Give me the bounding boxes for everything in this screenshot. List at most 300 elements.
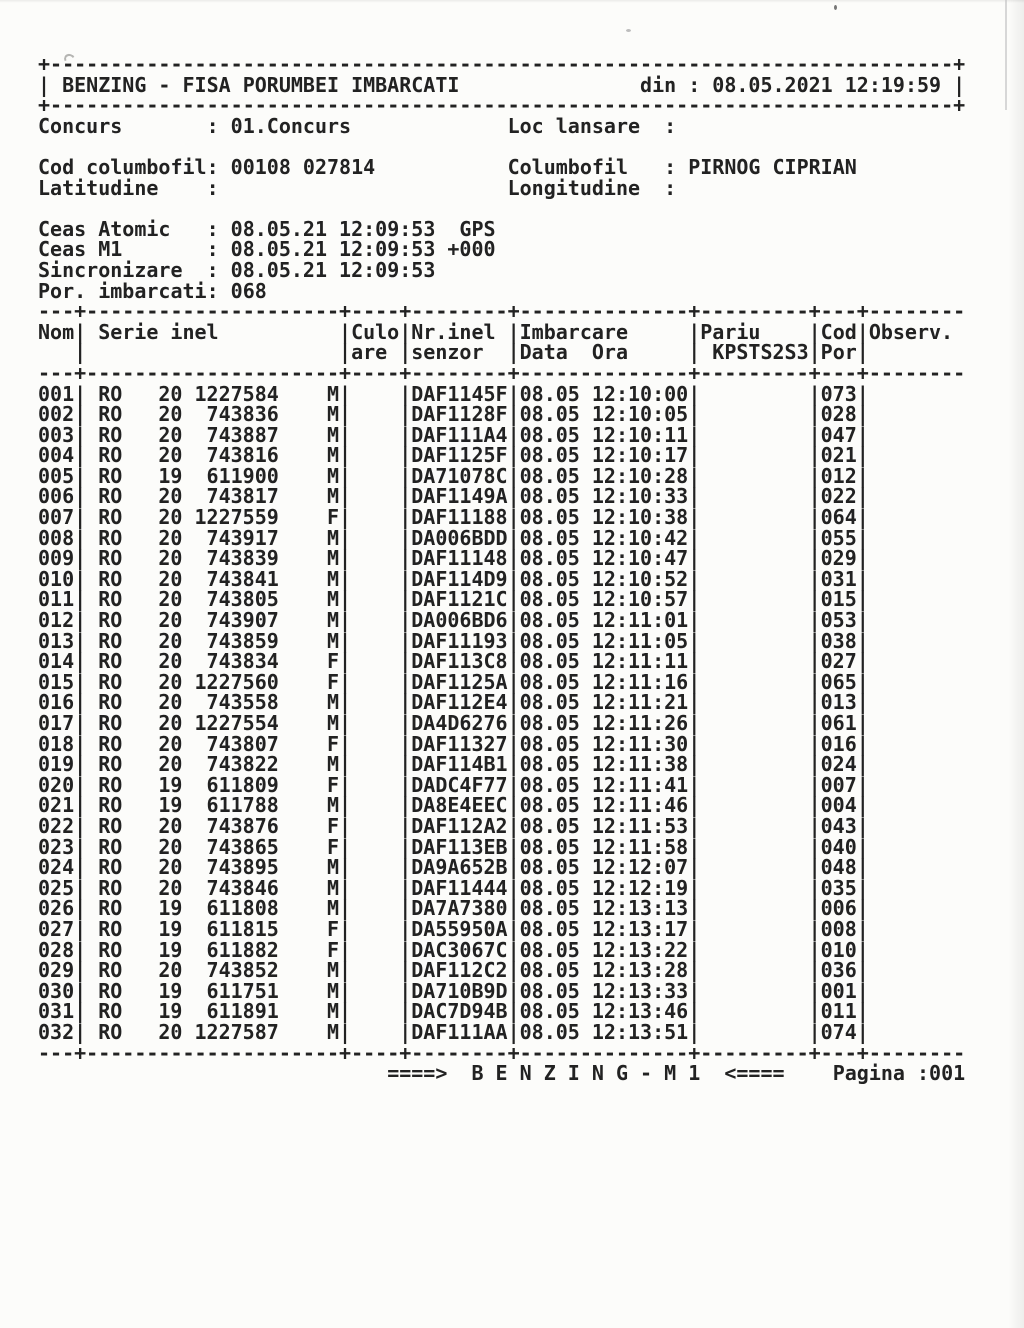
pipe: | xyxy=(399,772,412,797)
cell-year: 20 xyxy=(158,628,183,653)
cell-nom: 022 xyxy=(38,813,75,838)
pipe: | xyxy=(74,855,87,880)
table-row xyxy=(38,445,965,466)
cell-data: 08.05 xyxy=(519,875,580,900)
cell-ora: 12:11:38 xyxy=(591,752,689,777)
pipe: | xyxy=(399,1019,412,1044)
table-header-row-1 xyxy=(38,319,965,344)
pipe: | xyxy=(808,669,821,694)
pipe: | xyxy=(688,958,701,983)
cell-nom: 025 xyxy=(38,875,75,900)
cell-senzor: DAF114D9 xyxy=(411,566,508,591)
col-header-observ: Observ. xyxy=(868,319,954,344)
cell-country: RO xyxy=(98,999,123,1024)
cell-data: 08.05 xyxy=(519,896,580,921)
cell-senzor: DAF1149A xyxy=(411,484,508,509)
scan-artifact-dot xyxy=(834,5,837,10)
cell-ring-number: 743805 xyxy=(206,587,279,612)
cell-senzor: DAF111A4 xyxy=(411,422,508,447)
cell-cod-por: 029 xyxy=(820,546,857,571)
pipe: | xyxy=(856,875,869,900)
cell-year: 20 xyxy=(158,505,183,530)
concurs-line: Concurs : 01.Concurs Loc lansare : xyxy=(38,113,689,138)
pipe: | xyxy=(507,834,520,859)
cell-country: RO xyxy=(98,484,123,509)
cell-data: 08.05 xyxy=(519,546,580,571)
pipe: | xyxy=(856,649,869,674)
cell-data: 08.05 xyxy=(519,752,580,777)
pipe: | xyxy=(74,916,87,941)
cell-sex: M xyxy=(326,587,339,612)
pipe: | xyxy=(688,937,701,962)
cell-country: RO xyxy=(98,813,123,838)
cell-data: 08.05 xyxy=(519,505,580,530)
cell-sex: F xyxy=(326,505,339,530)
cell-sex: M xyxy=(326,875,339,900)
pipe: | xyxy=(399,690,412,715)
pipe: | xyxy=(74,1019,87,1044)
cell-data: 08.05 xyxy=(519,793,580,818)
cell-senzor: DAF11327 xyxy=(411,731,508,756)
cell-data: 08.05 xyxy=(519,463,580,488)
pipe: | xyxy=(856,916,869,941)
pipe: | xyxy=(507,813,520,838)
pipe: | xyxy=(688,669,701,694)
cell-year: 19 xyxy=(158,999,183,1024)
cell-nom: 029 xyxy=(38,958,75,983)
cell-year: 19 xyxy=(158,937,183,962)
cell-nom: 008 xyxy=(38,525,75,550)
pipe: | xyxy=(339,669,352,694)
cell-ora: 12:10:17 xyxy=(591,443,689,468)
pipe: | xyxy=(399,834,412,859)
pipe: | xyxy=(808,752,821,777)
pagina-value: 001 xyxy=(929,1061,966,1086)
cell-cod-por: 013 xyxy=(820,690,857,715)
cell-ora: 12:11:11 xyxy=(591,649,689,674)
pipe: | xyxy=(688,855,701,880)
pipe: | xyxy=(74,546,87,571)
pipe: | xyxy=(507,319,520,344)
pipe: | xyxy=(339,566,352,591)
cell-ring-number: 611809 xyxy=(206,772,279,797)
columbofil-label: Columbofil xyxy=(507,154,629,179)
cell-ring-number: 743852 xyxy=(206,958,279,983)
pipe: | xyxy=(688,381,701,406)
pipe: | xyxy=(74,690,87,715)
pipe: | xyxy=(339,958,352,983)
pipe: | xyxy=(808,793,821,818)
cell-year: 20 xyxy=(158,711,183,735)
scan-artifact-top-edge xyxy=(0,0,1024,3)
table-row xyxy=(38,731,965,756)
table-row xyxy=(38,960,965,981)
pipe: | xyxy=(339,875,352,900)
pipe: | xyxy=(688,649,701,674)
pipe: | xyxy=(507,896,520,921)
pipe: | xyxy=(74,422,87,447)
pipe: | xyxy=(74,834,87,859)
cell-ora: 12:11:21 xyxy=(591,690,689,715)
cell-data: 08.05 xyxy=(519,978,580,1003)
cell-sex: M xyxy=(326,896,339,921)
cell-country: RO xyxy=(98,1019,123,1044)
pipe: | xyxy=(339,546,352,571)
cell-ora: 12:13:33 xyxy=(591,978,689,1003)
cell-year: 20 xyxy=(158,731,183,756)
cell-cod-por: 012 xyxy=(820,463,857,488)
pipe: | xyxy=(74,608,87,633)
cell-sex: M xyxy=(326,484,339,509)
cell-nom: 018 xyxy=(38,731,75,756)
pipe: | xyxy=(856,505,869,530)
cell-ora: 12:13:17 xyxy=(591,916,689,941)
pipe: | xyxy=(507,937,520,962)
cell-ring-number: 1227554 xyxy=(194,711,279,735)
cell-year: 20 xyxy=(158,381,183,406)
cell-country: RO xyxy=(98,463,123,488)
scan-artifact-right-line xyxy=(1005,0,1007,110)
cell-sex: M xyxy=(326,402,339,427)
pipe: | xyxy=(808,422,821,447)
scan-artifact-right-edge xyxy=(1008,0,1024,1328)
cell-ora: 12:11:30 xyxy=(591,731,689,756)
cell-cod-por: 065 xyxy=(820,669,857,694)
cell-year: 20 xyxy=(158,958,183,983)
cell-ring-number: 1227587 xyxy=(194,1019,279,1044)
pipe: | xyxy=(399,711,412,735)
pipe: | xyxy=(74,813,87,838)
table-row xyxy=(38,772,965,797)
pipe: | xyxy=(399,608,412,633)
table-row xyxy=(38,1019,965,1044)
pipe: | xyxy=(339,813,352,838)
cell-country: RO xyxy=(98,731,123,756)
table-row xyxy=(38,486,965,507)
pipe: | xyxy=(339,402,352,427)
cell-ora: 12:13:13 xyxy=(591,896,689,921)
table-row xyxy=(38,589,965,610)
cell-year: 20 xyxy=(158,587,183,612)
pipe: | xyxy=(74,669,87,694)
cell-ora: 12:11:26 xyxy=(591,711,689,735)
table-row xyxy=(38,381,965,406)
pipe: | xyxy=(507,752,520,777)
cell-senzor: DA71078C xyxy=(411,463,508,488)
pipe: | xyxy=(339,587,352,612)
cell-ring-number: 743846 xyxy=(206,875,279,900)
cell-senzor: DA006BD6 xyxy=(411,608,508,633)
columbofil-value: PIRNOG CIPRIAN xyxy=(688,154,857,179)
pipe: | xyxy=(74,793,87,818)
cell-cod-por: 064 xyxy=(820,505,857,530)
box-pipe: | xyxy=(38,72,51,97)
cell-nom: 006 xyxy=(38,484,75,509)
pipe: | xyxy=(339,731,352,756)
cell-senzor: DAF113EB xyxy=(411,834,508,859)
pipe: | xyxy=(808,628,821,653)
table-row xyxy=(38,834,965,859)
footer-line xyxy=(38,1063,965,1084)
cell-data: 08.05 xyxy=(519,381,580,406)
table-row xyxy=(38,1001,965,1022)
pipe: | xyxy=(339,340,352,365)
cell-country: RO xyxy=(98,546,123,571)
pipe: | xyxy=(856,978,869,1003)
pipe: | xyxy=(856,566,869,591)
cell-senzor: DAF1125F xyxy=(411,443,508,468)
cell-year: 20 xyxy=(158,813,183,838)
pipe: | xyxy=(339,916,352,941)
cell-year: 20 xyxy=(158,402,183,427)
pipe: | xyxy=(808,587,821,612)
cell-ring-number: 743816 xyxy=(206,443,279,468)
pipe: | xyxy=(688,546,701,571)
pipe: | xyxy=(507,546,520,571)
cell-nom: 009 xyxy=(38,546,75,571)
cell-sex: M xyxy=(326,690,339,715)
pipe: | xyxy=(507,566,520,591)
cell-data: 08.05 xyxy=(519,587,580,612)
pipe: | xyxy=(856,463,869,488)
pipe: | xyxy=(808,958,821,983)
pipe: | xyxy=(507,505,520,530)
pipe: | xyxy=(507,484,520,509)
cell-data: 08.05 xyxy=(519,484,580,509)
pipe: | xyxy=(856,546,869,571)
cell-ring-number: 743822 xyxy=(206,752,279,777)
pipe: | xyxy=(339,463,352,488)
pipe: | xyxy=(688,587,701,612)
cell-ora: 12:11:53 xyxy=(591,813,689,838)
pipe: | xyxy=(507,340,520,365)
pipe: | xyxy=(339,422,352,447)
cell-data: 08.05 xyxy=(519,628,580,653)
scan-artifact-dot xyxy=(626,29,631,32)
col-header-pariu: Pariu xyxy=(700,319,761,344)
sincronizare-value: 08.05.21 12:09:53 xyxy=(230,257,436,282)
benzing-banner: ====> B E N Z I N G - M 1 <==== xyxy=(387,1061,785,1086)
cell-senzor: DA4D6276 xyxy=(411,711,508,735)
pipe: | xyxy=(507,999,520,1024)
cell-ring-number: 743836 xyxy=(206,402,279,427)
pipe: | xyxy=(808,443,821,468)
col-header-imbarcare: Imbarcare xyxy=(519,319,629,344)
pipe: | xyxy=(688,525,701,550)
cell-nom: 005 xyxy=(38,463,75,488)
pipe: | xyxy=(688,422,701,447)
cell-country: RO xyxy=(98,525,123,550)
cell-country: RO xyxy=(98,896,123,921)
cell-ring-number: 743834 xyxy=(206,649,279,674)
concurs-label: Concurs xyxy=(38,113,123,138)
por-imbarcati-value: 068 xyxy=(230,278,267,303)
sincronizare-label: Sincronizare xyxy=(38,257,183,282)
cell-ora: 12:10:57 xyxy=(591,587,689,612)
pipe: | xyxy=(74,628,87,653)
pipe: | xyxy=(507,525,520,550)
cell-ring-number: 1227560 xyxy=(194,669,279,694)
cell-ring-number: 1227584 xyxy=(194,381,279,406)
pagina-label: Pagina : xyxy=(832,1061,930,1086)
pipe: | xyxy=(507,1019,520,1044)
pipe: | xyxy=(507,690,520,715)
table-row xyxy=(38,875,965,900)
pipe: | xyxy=(688,793,701,818)
cell-ora: 12:12:19 xyxy=(591,875,689,900)
pipe: | xyxy=(808,525,821,550)
cell-cod-por: 040 xyxy=(820,834,857,859)
pipe: | xyxy=(808,875,821,900)
cod-columbofil-label: Cod columbofil xyxy=(38,154,207,179)
cell-senzor: DAF1145F xyxy=(411,381,508,406)
pipe: | xyxy=(856,587,869,612)
pipe: | xyxy=(808,649,821,674)
cell-nom: 010 xyxy=(38,566,75,591)
pipe: | xyxy=(399,669,412,694)
pipe: | xyxy=(74,381,87,406)
pipe: | xyxy=(74,340,87,365)
pipe: | xyxy=(856,669,869,694)
pipe: | xyxy=(856,834,869,859)
cell-ora: 12:13:46 xyxy=(591,999,689,1024)
pipe: | xyxy=(688,463,701,488)
pipe: | xyxy=(808,381,821,406)
table-row xyxy=(38,916,965,941)
cell-data: 08.05 xyxy=(519,937,580,962)
cell-senzor: DAF112E4 xyxy=(411,690,508,715)
cell-ora: 12:11:58 xyxy=(591,834,689,859)
cell-cod-por: 043 xyxy=(820,813,857,838)
cell-sex: F xyxy=(326,916,339,941)
cell-sex: M xyxy=(326,752,339,777)
cell-data: 08.05 xyxy=(519,772,580,797)
cell-cod-por: 008 xyxy=(820,916,857,941)
col-header-cod: Cod xyxy=(820,319,857,344)
cell-year: 20 xyxy=(158,690,183,715)
cell-nom: 017 xyxy=(38,711,75,735)
table-row xyxy=(38,713,965,734)
pipe: | xyxy=(856,711,869,735)
cell-data: 08.05 xyxy=(519,669,580,694)
pipe: | xyxy=(399,319,412,344)
pipe: | xyxy=(688,875,701,900)
ceas-m1-label: Ceas M1 xyxy=(38,237,123,262)
cell-data: 08.05 xyxy=(519,711,580,735)
pipe: | xyxy=(856,484,869,509)
cell-senzor: DAF111AA xyxy=(411,1019,508,1044)
cell-sex: M xyxy=(326,443,339,468)
table-row xyxy=(38,525,965,550)
cell-year: 19 xyxy=(158,463,183,488)
cell-nom: 027 xyxy=(38,916,75,941)
cell-cod-por: 036 xyxy=(820,958,857,983)
pipe: | xyxy=(688,978,701,1003)
cell-ring-number: 611900 xyxy=(206,463,279,488)
cell-cod-por: 053 xyxy=(820,608,857,633)
cell-senzor: DADC4F77 xyxy=(411,772,508,797)
cell-data: 08.05 xyxy=(519,999,580,1024)
pipe: | xyxy=(808,896,821,921)
pipe: | xyxy=(808,340,821,365)
cell-ora: 12:10:05 xyxy=(591,402,689,427)
cell-nom: 014 xyxy=(38,649,75,674)
cell-ora: 12:10:00 xyxy=(591,381,689,406)
pipe: | xyxy=(399,978,412,1003)
pipe: | xyxy=(399,566,412,591)
header-box-top-border xyxy=(38,54,965,75)
pipe: | xyxy=(339,649,352,674)
latitudine-line: Latitudine : Longitudine : xyxy=(38,175,689,200)
table-row xyxy=(38,937,965,962)
table-row xyxy=(38,651,965,672)
cell-year: 20 xyxy=(158,525,183,550)
table-separator: ---+---------------------+----+--------+--------------+---------+---+-------- xyxy=(38,1040,966,1065)
cell-ring-number: 743558 xyxy=(206,690,279,715)
pipe: | xyxy=(688,752,701,777)
cell-ora: 12:10:28 xyxy=(591,463,689,488)
col-header-kpsts2s3: KPSTS2S3 xyxy=(712,340,809,365)
cell-cod-por: 006 xyxy=(820,896,857,921)
pipe: | xyxy=(507,958,520,983)
pipe: | xyxy=(856,793,869,818)
pipe: | xyxy=(74,587,87,612)
cell-data: 08.05 xyxy=(519,566,580,591)
col-header-ora: Ora xyxy=(591,340,628,365)
cell-ring-number: 611788 xyxy=(206,793,279,818)
table-row xyxy=(38,610,965,631)
cell-year: 20 xyxy=(158,669,183,694)
cell-senzor: DA7A7380 xyxy=(411,896,508,921)
table-row xyxy=(38,628,965,653)
cell-ring-number: 743887 xyxy=(206,422,279,447)
pipe: | xyxy=(688,772,701,797)
pipe: | xyxy=(507,402,520,427)
pipe: | xyxy=(339,855,352,880)
cell-nom: 004 xyxy=(38,443,75,468)
cell-nom: 012 xyxy=(38,608,75,633)
cell-country: RO xyxy=(98,690,123,715)
header-box-bottom-border xyxy=(38,95,965,116)
pipe: | xyxy=(856,752,869,777)
pipe: | xyxy=(399,813,412,838)
pipe: | xyxy=(688,711,701,735)
cell-cod-por: 048 xyxy=(820,855,857,880)
table-row xyxy=(38,422,965,447)
pipe: | xyxy=(808,813,821,838)
pipe: | xyxy=(808,402,821,427)
cell-country: RO xyxy=(98,669,123,694)
pipe: | xyxy=(507,875,520,900)
pipe: | xyxy=(808,937,821,962)
cell-senzor: DAF113C8 xyxy=(411,649,508,674)
pipe: | xyxy=(74,999,87,1024)
cell-ring-number: 611751 xyxy=(206,978,279,1003)
pipe: | xyxy=(74,566,87,591)
pipe: | xyxy=(856,772,869,797)
cell-country: RO xyxy=(98,587,123,612)
cod-columbofil-value: 00108 027814 xyxy=(230,154,376,179)
pipe: | xyxy=(74,484,87,509)
cell-ring-number: 743917 xyxy=(206,525,279,550)
pipe: | xyxy=(399,525,412,550)
col-header-por: Por xyxy=(820,340,857,365)
pipe: | xyxy=(74,937,87,962)
cell-nom: 032 xyxy=(38,1019,75,1044)
cell-year: 19 xyxy=(158,896,183,921)
ceas-atomic-label: Ceas Atomic xyxy=(38,216,171,241)
pipe: | xyxy=(808,731,821,756)
